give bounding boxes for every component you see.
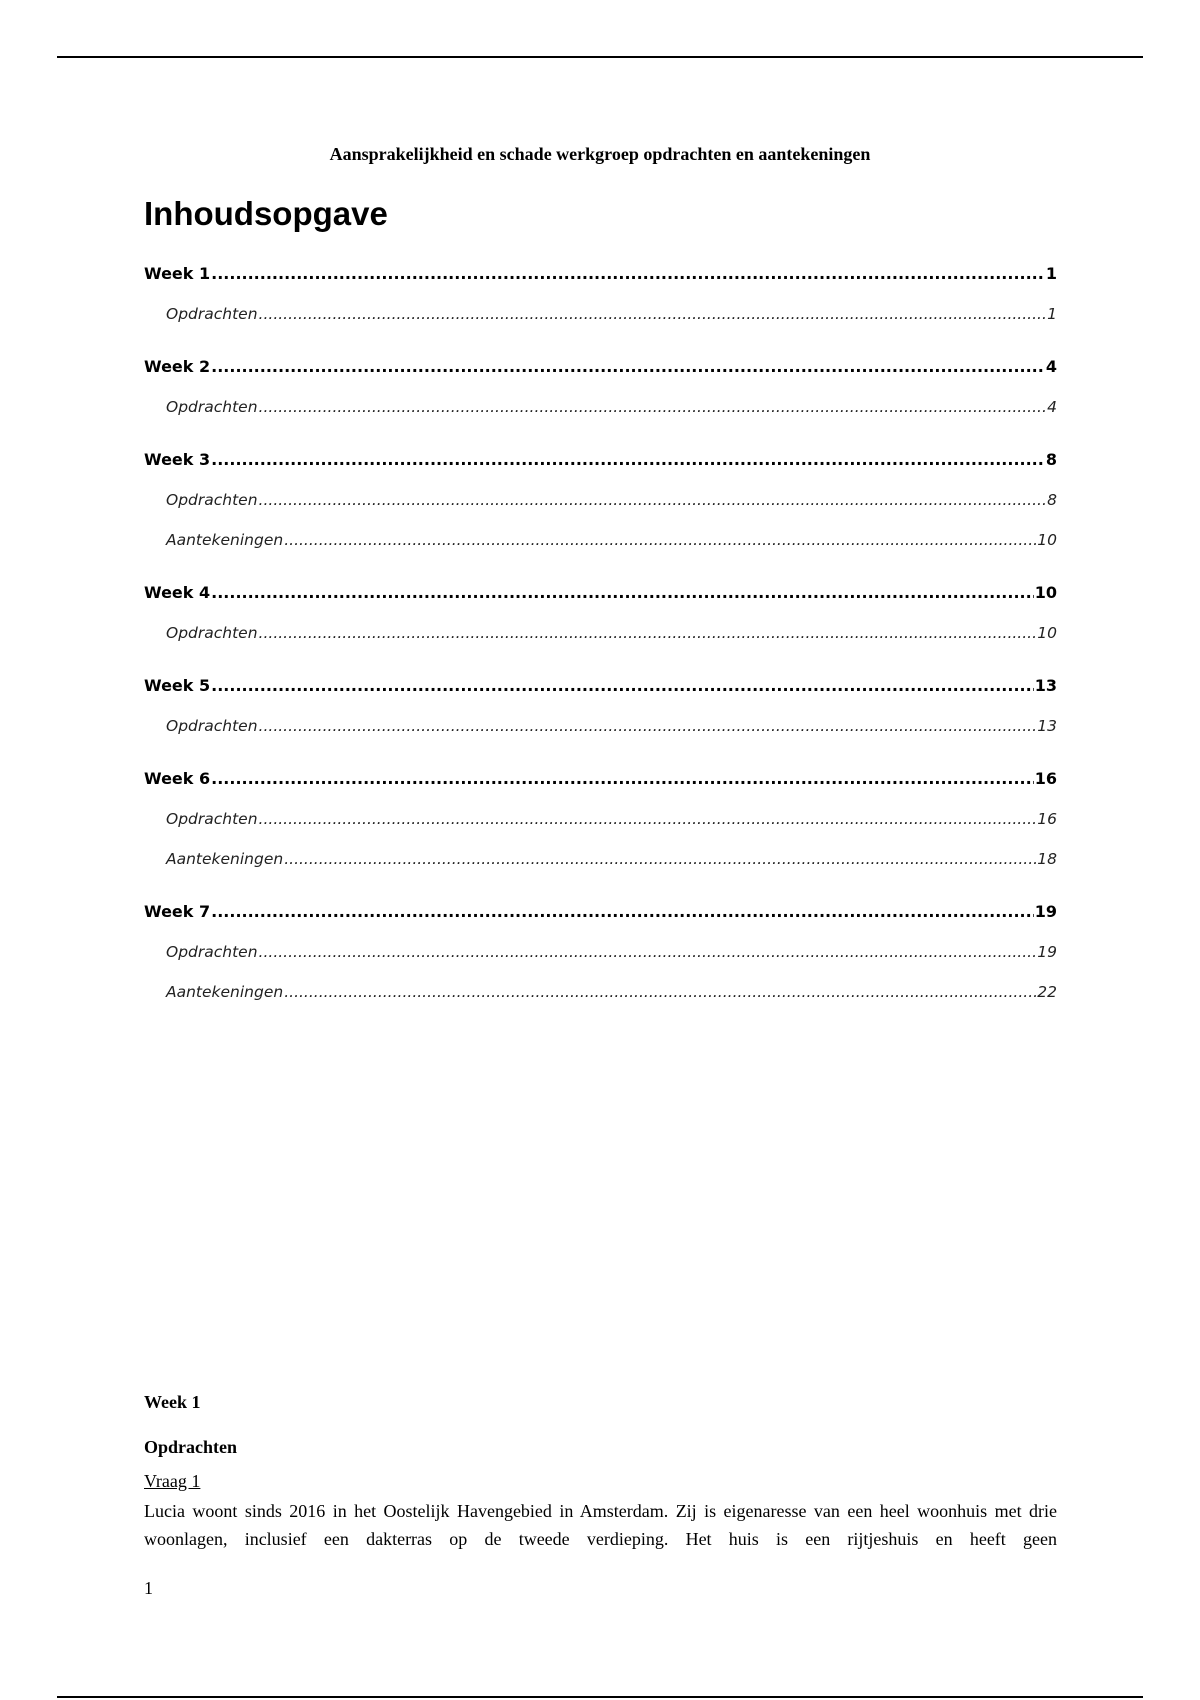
toc-entry[interactable]	[144, 581, 1057, 605]
toc-entry-title: Week 2	[144, 357, 211, 376]
toc-entry[interactable]	[166, 714, 1057, 738]
toc-entry-title: Week 7	[144, 902, 211, 921]
body-paragraph: Lucia woont sinds 2016 in het Oostelijk Havengebied in Amsterdam. Zij is eigenaresse van een heel woonhuis met drie woonlagen, inclusief een dakterras op de tweede verdieping. Het huis is een rijtjeshuis en heeft geen	[144, 1501, 1057, 1549]
toc-leader-dots	[284, 528, 1036, 552]
toc-leader-dots	[259, 714, 1037, 738]
toc-leader-dots	[211, 900, 1034, 924]
toc-entry-page: 18	[1037, 850, 1057, 868]
toc-leader-dots	[211, 262, 1045, 286]
toc-entry[interactable]	[166, 528, 1057, 552]
toc-entry-page: 16	[1034, 769, 1057, 788]
toc-entry[interactable]	[166, 807, 1057, 831]
toc-entry[interactable]	[166, 395, 1057, 419]
toc-leader-dots	[284, 980, 1036, 1004]
toc-entry[interactable]	[166, 980, 1057, 1004]
toc-entry-page: 4	[1047, 398, 1057, 416]
toc-entry-page: 1	[1047, 305, 1057, 323]
toc-leader-dots	[211, 355, 1045, 379]
toc-entry-page: 16	[1037, 810, 1057, 828]
toc-leader-dots	[259, 940, 1037, 964]
document-title: Aansprakelijkheid en schade werkgroep opdrachten en aantekeningen	[329, 144, 871, 164]
toc-entry-page: 22	[1037, 983, 1057, 1001]
toc-entry-page: 13	[1037, 717, 1057, 735]
toc-entry-title: Week 3	[144, 450, 211, 469]
section-heading: Week 1	[144, 1392, 201, 1412]
toc-entry[interactable]	[144, 900, 1057, 924]
toc-leader-dots	[259, 621, 1037, 645]
toc-entry-title: Week 1	[144, 264, 211, 283]
toc-entry-title: Opdrachten	[166, 717, 258, 735]
toc-entry-page: 10	[1037, 624, 1057, 642]
toc-entry-title: Opdrachten	[166, 943, 258, 961]
toc-entry[interactable]	[144, 262, 1057, 286]
toc-entry-page: 1	[1045, 264, 1057, 283]
toc-leader-dots	[259, 302, 1047, 326]
toc-leader-dots	[211, 581, 1034, 605]
toc-entry-title: Opdrachten	[166, 624, 258, 642]
toc-entry-page: 13	[1034, 676, 1057, 695]
toc-entry[interactable]	[166, 302, 1057, 326]
toc-entry-title: Opdrachten	[166, 305, 258, 323]
toc-entry[interactable]	[166, 940, 1057, 964]
toc-entry-title: Aantekeningen	[166, 850, 284, 868]
toc-entry-title: Week 5	[144, 676, 211, 695]
toc-leader-dots	[211, 448, 1045, 472]
toc-leader-dots	[284, 847, 1036, 871]
toc-entry[interactable]	[144, 767, 1057, 791]
toc-entry-title: Aantekeningen	[166, 983, 284, 1001]
toc-leader-dots	[211, 767, 1034, 791]
toc-entry[interactable]	[144, 674, 1057, 698]
toc-heading: Inhoudsopgave	[144, 195, 388, 232]
toc-entry-page: 8	[1045, 450, 1057, 469]
page-number: 1	[144, 1578, 153, 1598]
toc-entry-title: Opdrachten	[166, 398, 258, 416]
toc-leader-dots	[259, 807, 1037, 831]
toc-entry-title: Aantekeningen	[166, 531, 284, 549]
toc-entry[interactable]	[166, 621, 1057, 645]
toc-entry-page: 19	[1037, 943, 1057, 961]
toc-entry-page: 8	[1047, 491, 1057, 509]
toc-entry[interactable]	[144, 355, 1057, 379]
toc-entry-title: Week 6	[144, 769, 211, 788]
toc-entry-page: 10	[1037, 531, 1057, 549]
toc-leader-dots	[259, 395, 1047, 419]
toc-entry-page: 10	[1034, 583, 1057, 602]
toc-entry-title: Opdrachten	[166, 810, 258, 828]
bottom-divider	[57, 1696, 1143, 1698]
toc-leader-dots	[211, 674, 1034, 698]
question-label: Vraag 1	[144, 1471, 201, 1491]
subsection-heading: Opdrachten	[144, 1437, 238, 1457]
toc-entry-title: Week 4	[144, 583, 211, 602]
toc-entry-page: 4	[1045, 357, 1057, 376]
toc-entry[interactable]	[166, 488, 1057, 512]
toc-entry-title: Opdrachten	[166, 491, 258, 509]
toc-leader-dots	[259, 488, 1047, 512]
toc-entry[interactable]	[144, 448, 1057, 472]
toc-entry[interactable]	[166, 847, 1057, 871]
toc-entry-page: 19	[1034, 902, 1057, 921]
